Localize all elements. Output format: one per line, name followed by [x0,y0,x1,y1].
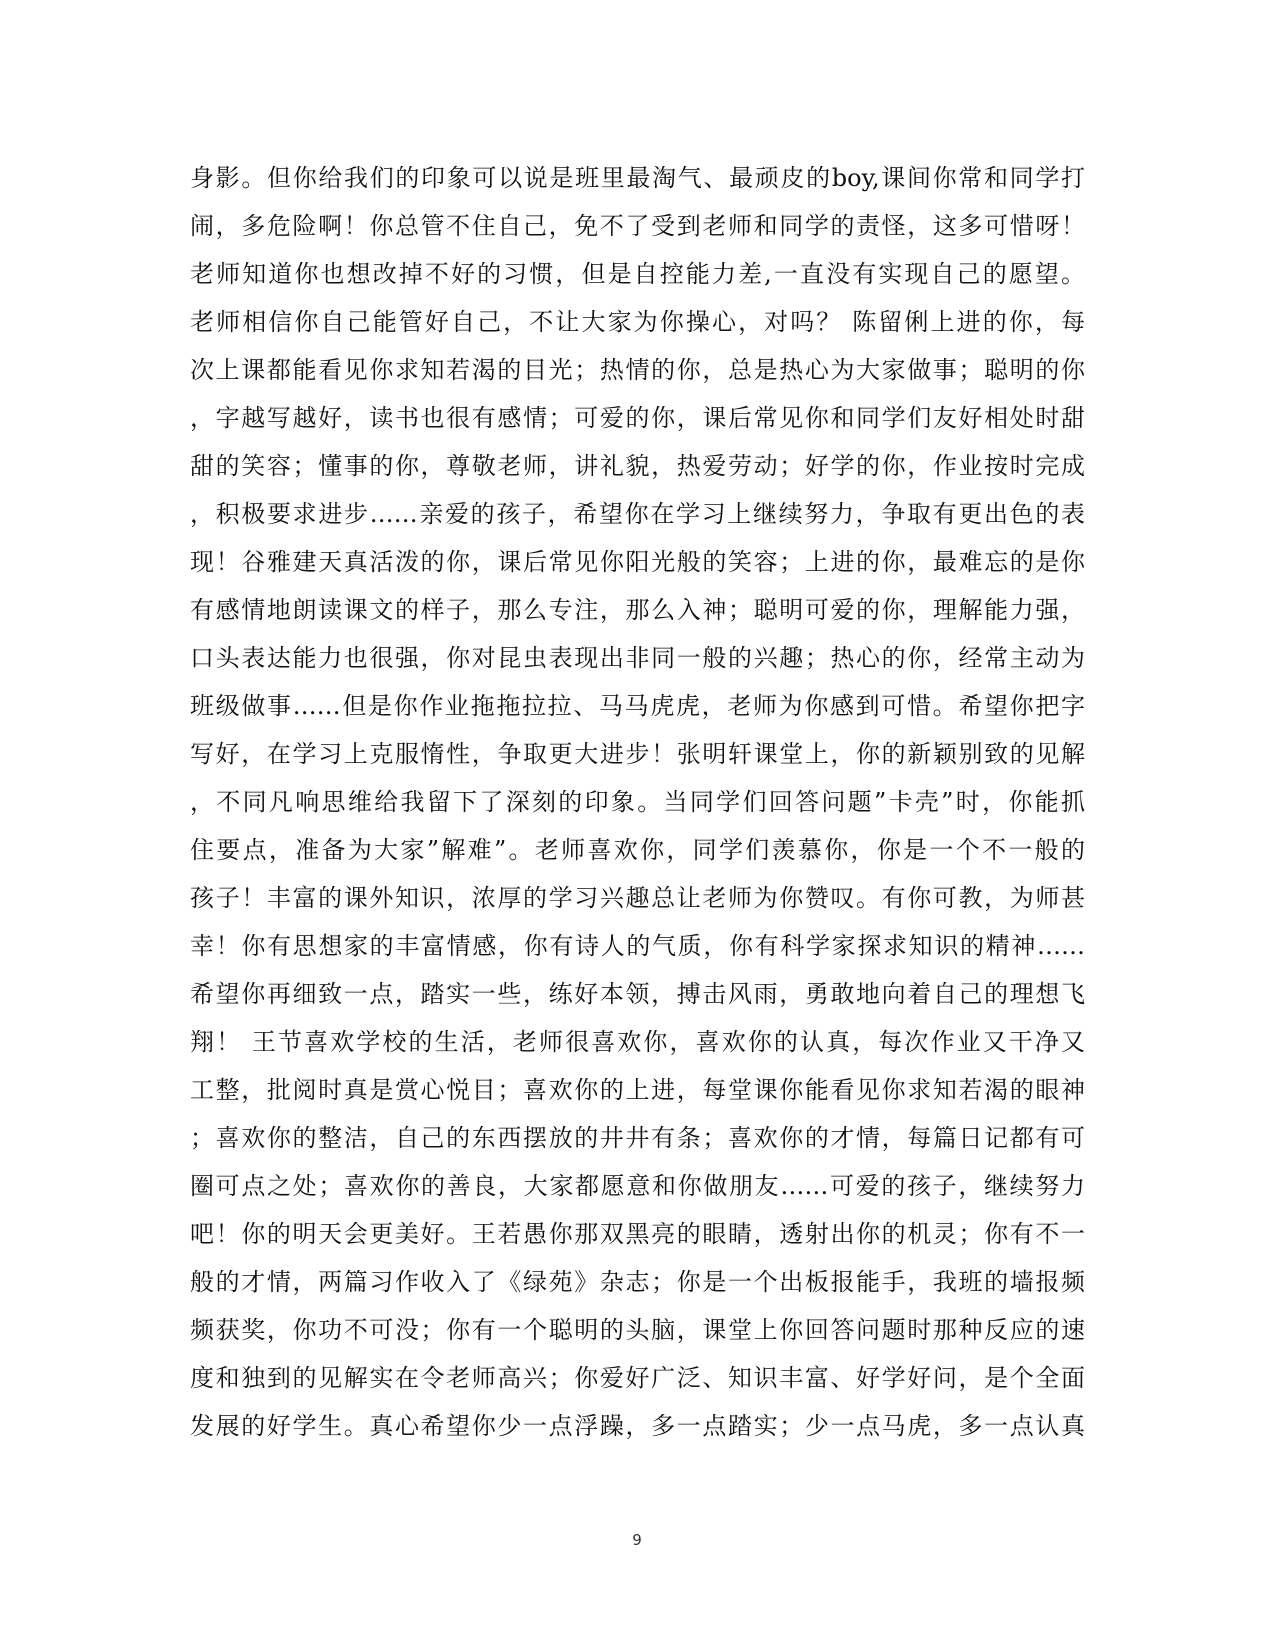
text-line: 老师相信你自己能管好自己，不让大家为你操心，对吗？ 陈留俐上进的你，每 [190,308,1085,336]
body-text [190,154,1085,1450]
text-line: ，积极要求进步……亲爱的孩子，希望你在学习上继续努力，争取有更出色的表 [190,500,1085,528]
text-line: 现！谷雅建天真活泼的你，课后常见你阳光般的笑容；上进的你，最难忘的是你 [190,548,1085,576]
text-line: ；喜欢你的整洁，自己的东西摆放的井井有条；喜欢你的才情，每篇日记都有可 [190,1124,1085,1152]
text-line: 闹，多危险啊！你总管不住自己，免不了受到老师和同学的责怪，这多可惜呀！ [190,212,1085,240]
text-line: 工整，批阅时真是赏心悦目；喜欢你的上进，每堂课你能看见你求知若渴的眼神 [190,1076,1085,1104]
text-line: 甜的笑容；懂事的你，尊敬老师，讲礼貌，热爱劳动；好学的你，作业按时完成 [190,452,1085,480]
text-line: ，不同凡响思维给我留下了深刻的印象。当同学们回答问题”卡壳”时，你能抓 [190,788,1085,816]
text-line: 孩子！丰富的课外知识，浓厚的学习兴趣总让老师为你赞叹。有你可教，为师甚 [190,884,1085,912]
text-line: 圈可点之处；喜欢你的善良，大家都愿意和你做朋友……可爱的孩子，继续努力 [190,1172,1085,1200]
text-line: 希望你再细致一点，踏实一些，练好本领，搏击风雨，勇敢地向着自己的理想飞 [190,980,1085,1008]
text-line: 度和独到的见解实在令老师高兴；你爱好广泛、知识丰富、好学好问，是个全面 [190,1364,1085,1392]
page-number: 9 [632,1531,642,1549]
text-line: 翔！ 王节喜欢学校的生活，老师很喜欢你，喜欢你的认真，每次作业又干净又 [190,1028,1085,1056]
text-line: 次上课都能看见你求知若渴的目光；热情的你，总是热心为大家做事；聪明的你 [190,356,1085,384]
text-line: ，字越写越好，读书也很有感情；可爱的你，课后常见你和同学们友好相处时甜 [190,404,1085,432]
text-line: 频获奖，你功不可没；你有一个聪明的头脑，课堂上你回答问题时那种反应的速 [190,1316,1085,1344]
text-line: 写好，在学习上克服惰性，争取更大进步！张明轩课堂上，你的新颖别致的见解 [190,740,1085,768]
text-line: 老师知道你也想改掉不好的习惯，但是自控能力差,一直没有实现自己的愿望。 [190,260,1085,288]
text-line: 般的才情，两篇习作收入了《绿苑》杂志；你是一个出板报能手，我班的墙报频 [190,1268,1085,1296]
text-line: 身影。但你给我们的印象可以说是班里最淘气、最顽皮的boy,课间你常和同学打 [190,164,1085,192]
text-line: 住要点，准备为大家”解难”。老师喜欢你，同学们羡慕你，你是一个不一般的 [190,836,1085,864]
text-line: 吧！你的明天会更美好。王若愚你那双黑亮的眼睛，透射出你的机灵；你有不一 [190,1220,1085,1248]
text-line: 幸！你有思想家的丰富情感，你有诗人的气质，你有科学家探求知识的精神…… [190,932,1085,960]
text-line: 班级做事……但是你作业拖拖拉拉、马马虎虎，老师为你感到可惜。希望你把字 [190,692,1085,720]
text-line: 有感情地朗读课文的样子，那么专注，那么入神；聪明可爱的你，理解能力强， [190,596,1085,624]
text-line: 口头表达能力也很强，你对昆虫表现出非同一般的兴趣；热心的你，经常主动为 [190,644,1085,672]
text-line: 发展的好学生。真心希望你少一点浮躁，多一点踏实；少一点马虎，多一点认真 [190,1412,1085,1440]
